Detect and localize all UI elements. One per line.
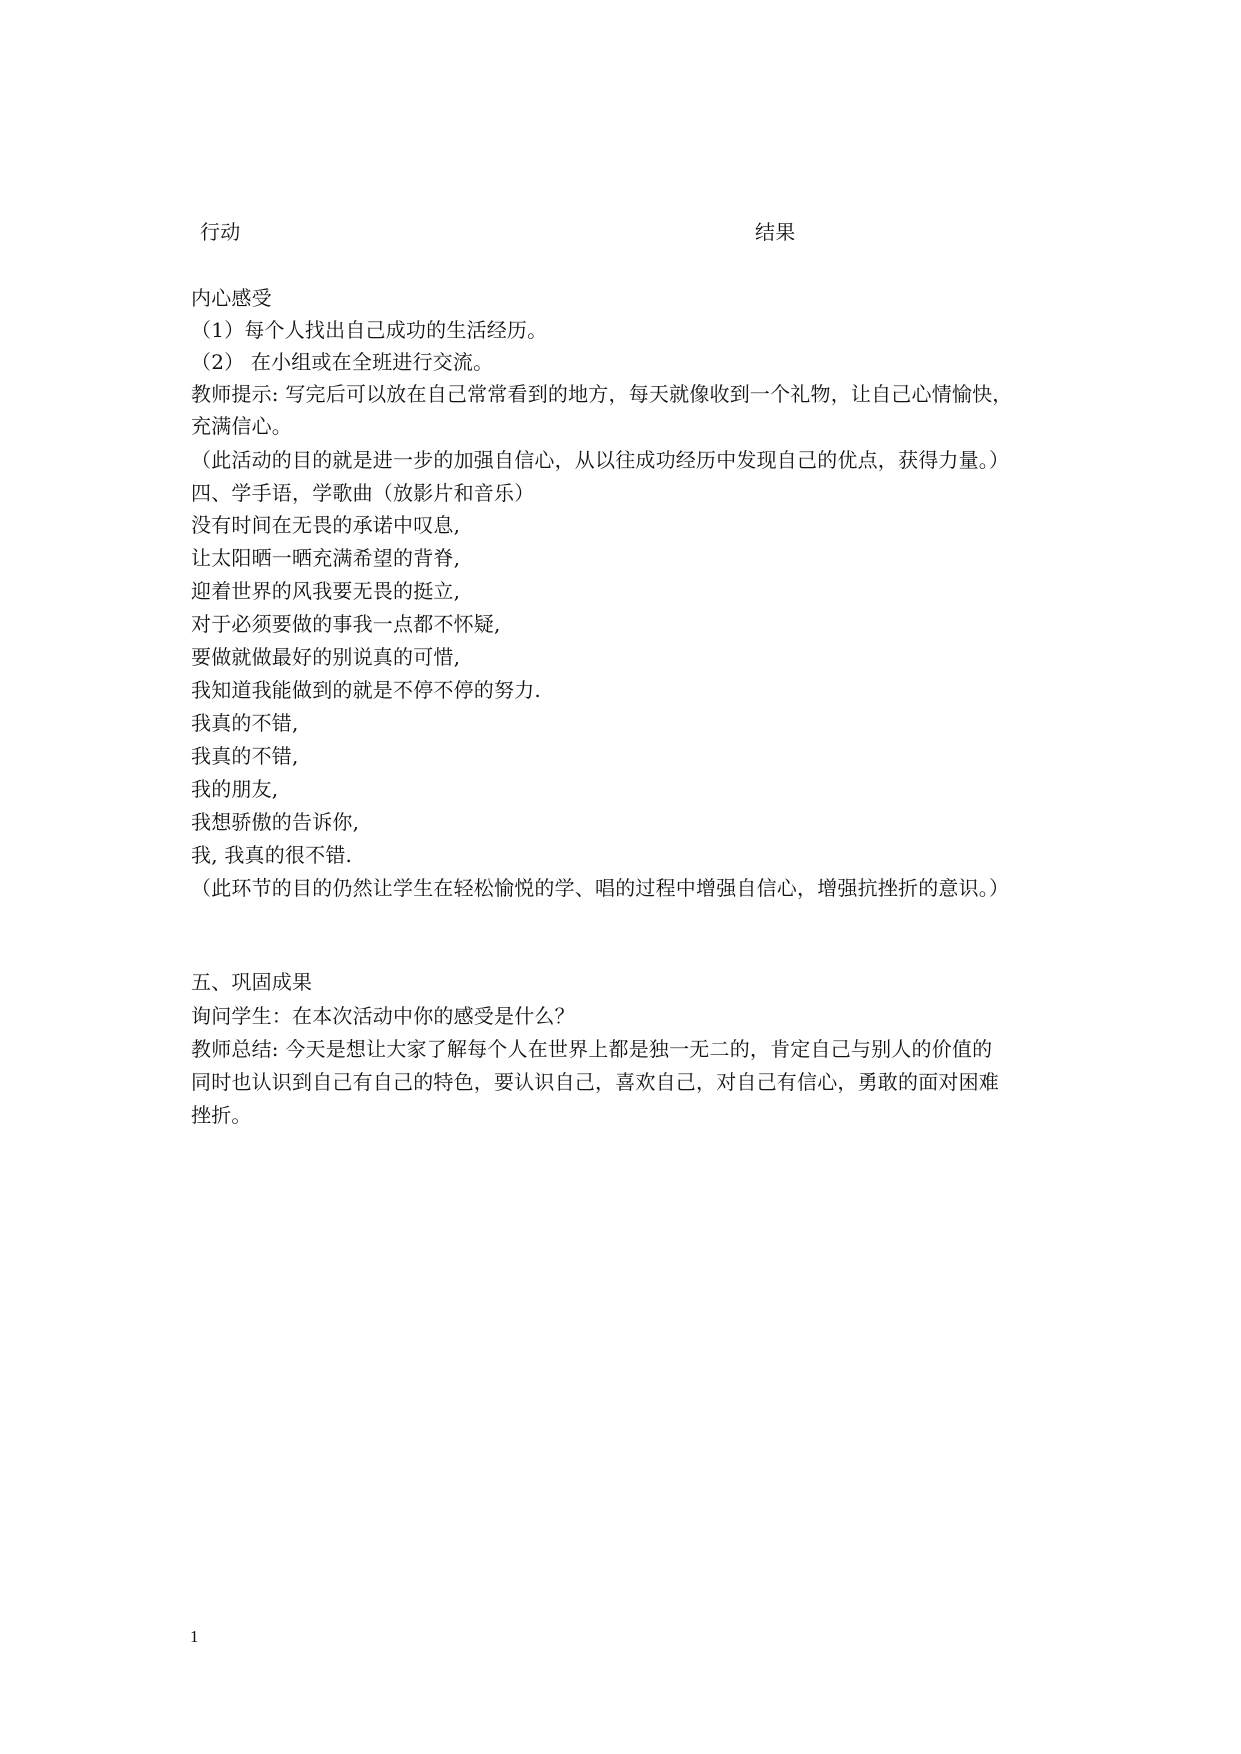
lyric-line: 没有时间在无畏的承诺中叹息, [191,513,461,537]
text-ask-students: 询问学生：在本次活动中你的感受是什么？ [191,1004,575,1028]
text-teacher-summary: 教师总结: 今天是想让大家了解每个人在世界上都是独一无二的，肯定自己与别人的价值的 [191,1037,993,1061]
lyric-line: 迎着世界的风我要无畏的挺立, [191,579,461,603]
text-teacher-tip: 教师提示: 写完后可以放在自己常常看到的地方，每天就像收到一个礼物，让自己心情愉快， [191,382,1013,406]
text-section-purpose: （此环节的目的仍然让学生在轻松愉悦的学、唱的过程中增强自信心，增强抗挫折的意识。） [191,876,1010,900]
text-activity-purpose: （此活动的目的就是进一步的加强自信心，从以往成功经历中发现自己的优点，获得力量。） [191,448,1010,472]
lyric-line: 我真的不错, [191,744,299,768]
section-heading-5: 五、巩固成果 [191,970,313,994]
lyric-line: 我, 我真的很不错. [191,843,353,867]
lyric-line: 我知道我能做到的就是不停不停的努力. [191,678,541,702]
page-number: 1 [190,1627,199,1646]
lyric-line: 我真的不错, [191,711,299,735]
text-step-1: （1）每个人找出自己成功的生活经历。 [191,318,548,342]
text-teacher-tip-cont: 充满信心。 [191,414,292,438]
table-header-action: 行动 [200,220,241,244]
section-heading-4: 四、学手语，学歌曲（放影片和音乐） [191,481,535,505]
lyric-line: 对于必须要做的事我一点都不怀疑, [191,612,501,636]
table-header-result: 结果 [755,220,796,244]
text-teacher-summary-cont: 同时也认识到自己有自己的特色，要认识自己，喜欢自己，对自己有信心，勇敢的面对困难 [191,1070,999,1094]
lyric-line: 要做就做最好的别说真的可惜, [191,645,461,669]
lyric-line: 我的朋友, [191,777,279,801]
text-step-2: （2） 在小组或在全班进行交流。 [191,350,494,374]
lyric-line: 让太阳晒一晒充满希望的背脊, [191,546,461,570]
text-teacher-summary-end: 挫折。 [191,1103,252,1127]
lyric-line: 我想骄傲的告诉你, [191,810,360,834]
text-inner-feeling: 内心感受 [191,286,272,310]
